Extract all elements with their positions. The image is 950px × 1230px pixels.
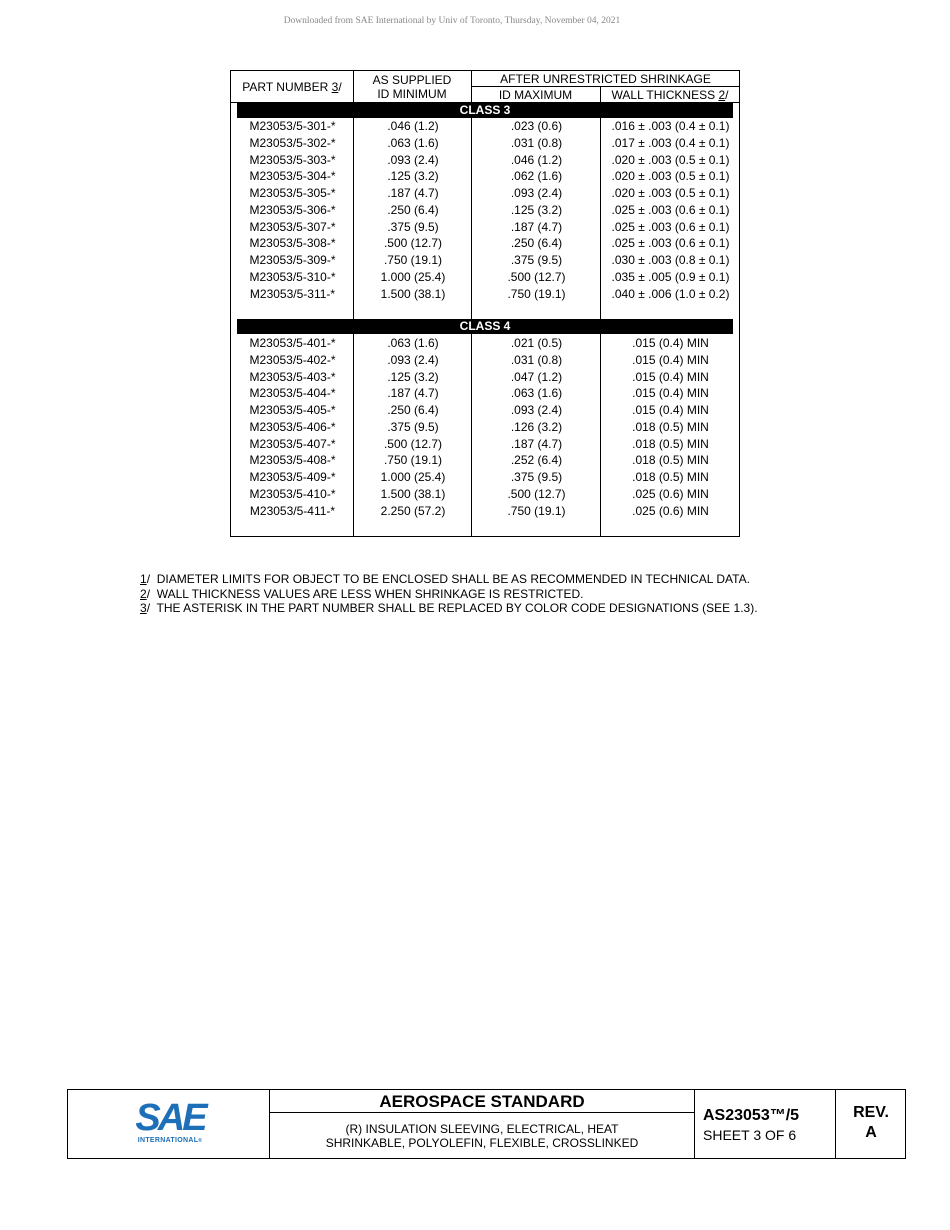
id-maximum-cell: .063 (1.6) (510, 386, 563, 401)
id-maximum-cell: .750 (19.1) (507, 503, 566, 518)
wall-thickness-cell: .015 (0.4) MIN (632, 336, 709, 350)
id-maximum-cell: .031 (0.8) (510, 135, 563, 150)
header-as-supplied-line2: ID MINIMUM (377, 87, 447, 101)
id-minimum-cell: .375 (9.5) (387, 419, 439, 434)
footnotes (140, 572, 758, 616)
id-maximum-cell: .126 (3.2) (510, 419, 563, 434)
wall-thickness-cell: .018 (0.5) MIN (632, 453, 709, 468)
sae-logo-sub: INTERNATIONAL (137, 1137, 199, 1144)
footnote (140, 601, 758, 616)
header-wall-thickness-label: WALL THICKNESS (611, 88, 719, 102)
part-number-cell: M23053/5-310-* (249, 269, 336, 284)
id-maximum-cell: .375 (9.5) (510, 253, 563, 267)
id-maximum-cell: .023 (0.6) (510, 119, 563, 133)
wall-thickness-cell: .015 (0.4) MIN (632, 352, 709, 367)
table-row (231, 503, 739, 520)
header-note-slash: / (725, 88, 729, 102)
wall-thickness-cell: .025 (0.6) MIN (632, 503, 709, 518)
table-row (231, 152, 739, 169)
wall-thickness-cell: .025 ± .003 (0.6 ± 0.1) (611, 202, 730, 217)
part-number-cell: M23053/5-404-* (249, 386, 336, 401)
table-row (231, 352, 739, 369)
wall-thickness-cell: .020 ± .003 (0.5 ± 0.1) (611, 169, 730, 184)
table-row (231, 469, 739, 486)
sae-logo-mark: SAE (135, 1097, 205, 1139)
table-row (231, 219, 739, 236)
table-row (231, 402, 739, 419)
standard-title-rule (270, 1112, 694, 1113)
id-minimum-cell: .375 (9.5) (387, 219, 439, 234)
wall-thickness-cell: .020 ± .003 (0.5 ± 0.1) (611, 186, 730, 200)
download-watermark: Downloaded from SAE International by Univ of Toronto, Thursday, November 04, 2021 (283, 16, 621, 26)
id-maximum-cell: .187 (4.7) (510, 219, 563, 234)
id-maximum-cell: .047 (1.2) (510, 369, 563, 384)
part-number-cell: M23053/5-303-* (249, 152, 336, 167)
id-maximum-cell: .021 (0.5) (510, 336, 563, 350)
wall-thickness-cell: .018 (0.5) MIN (632, 436, 709, 451)
table-row (231, 436, 739, 453)
id-maximum-cell: .093 (2.4) (510, 403, 563, 417)
table-row (231, 335, 739, 352)
wall-thickness-cell: .015 (0.4) MIN (632, 403, 709, 417)
standard-title: AEROSPACE STANDARD (379, 1092, 585, 1111)
id-minimum-cell: .093 (2.4) (387, 152, 439, 167)
header-note-ref: 3 (331, 80, 339, 94)
part-number-cell: M23053/5-306-* (249, 202, 336, 217)
part-number-cell: M23053/5-301-* (249, 119, 336, 133)
part-number-cell: M23053/5-402-* (249, 352, 336, 367)
class-4-rows (231, 335, 739, 519)
wall-thickness-cell: .018 (0.5) MIN (632, 470, 709, 484)
class-4-band: CLASS 4 (237, 319, 733, 334)
id-minimum-cell: .250 (6.4) (387, 202, 439, 217)
sae-logo-text (130, 1137, 210, 1144)
part-number-cell: M23053/5-403-* (249, 369, 336, 384)
id-minimum-cell: .250 (6.4) (387, 403, 439, 417)
part-number-cell: M23053/5-311-* (249, 286, 336, 301)
wall-thickness-cell: .025 ± .003 (0.6 ± 0.1) (611, 219, 730, 234)
part-number-cell: M23053/5-410-* (249, 486, 336, 501)
footnote-text: WALL THICKNESS VALUES ARE LESS WHEN SHRINKAGE IS RESTRICTED. (150, 586, 584, 601)
table-row (231, 369, 739, 386)
id-minimum-cell: .063 (1.6) (387, 336, 439, 350)
part-number-cell: M23053/5-309-* (249, 253, 336, 267)
standard-description-line2: SHRINKABLE, POLYOLEFIN, FLEXIBLE, CROSSLINKED (325, 1136, 639, 1150)
wall-thickness-cell: .015 (0.4) MIN (632, 386, 709, 401)
wall-thickness-cell: .035 ± .005 (0.9 ± 0.1) (611, 269, 730, 284)
wall-thickness-cell: .025 (0.6) MIN (632, 486, 709, 501)
part-number-cell: M23053/5-407-* (249, 436, 336, 451)
part-number-cell: M23053/5-302-* (249, 135, 336, 150)
id-maximum-cell: .750 (19.1) (507, 286, 566, 301)
id-maximum-cell: .093 (2.4) (510, 186, 563, 200)
id-minimum-cell: .063 (1.6) (387, 135, 439, 150)
revision-label: REV. (853, 1104, 889, 1121)
id-minimum-cell: 1.000 (25.4) (380, 269, 446, 284)
id-minimum-cell: 2.250 (57.2) (380, 503, 446, 518)
header-part-number (231, 80, 353, 94)
id-maximum-cell: .187 (4.7) (510, 436, 563, 451)
document-number: AS23053™/5 (703, 1107, 800, 1124)
footnote-text: DIAMETER LIMITS FOR OBJECT TO BE ENCLOSED SHALL BE AS RECOMMENDED IN TECHNICAL DATA. (150, 572, 750, 586)
table-row (231, 252, 739, 269)
id-maximum-cell: .252 (6.4) (510, 453, 563, 468)
id-maximum-cell: .500 (12.7) (507, 269, 566, 284)
table-row (231, 486, 739, 503)
id-minimum-cell: .046 (1.2) (387, 119, 439, 133)
sae-logo-reg: ® (198, 1138, 203, 1144)
footnote (140, 587, 758, 602)
id-minimum-cell: 1.000 (25.4) (380, 470, 446, 484)
title-block (67, 1089, 906, 1159)
footnote-number: 2 (140, 586, 147, 601)
header-id-maximum: ID MAXIMUM (498, 88, 573, 102)
table-row (231, 235, 739, 252)
table-row (231, 185, 739, 202)
wall-thickness-cell: .018 (0.5) MIN (632, 419, 709, 434)
revision-value: A (865, 1124, 877, 1141)
id-minimum-cell: .125 (3.2) (387, 169, 439, 184)
table-row (231, 385, 739, 402)
id-maximum-cell: .375 (9.5) (510, 470, 563, 484)
header-wall-thickness (600, 88, 740, 102)
id-minimum-cell: .187 (4.7) (387, 386, 439, 401)
standard-description-line1: (R) INSULATION SLEEVING, ELECTRICAL, HEAT (345, 1122, 619, 1136)
wall-thickness-cell: .025 ± .003 (0.6 ± 0.1) (611, 236, 730, 251)
id-minimum-cell: .750 (19.1) (383, 453, 443, 468)
class-3-rows (231, 118, 739, 302)
wall-thickness-cell: .040 ± .006 (1.0 ± 0.2) (611, 286, 730, 301)
id-maximum-cell: .125 (3.2) (510, 202, 563, 217)
wall-thickness-cell: .030 ± .003 (0.8 ± 0.1) (611, 253, 730, 267)
part-number-cell: M23053/5-408-* (249, 453, 336, 468)
wall-thickness-cell: .015 (0.4) MIN (632, 369, 709, 384)
class-3-band: CLASS 3 (237, 103, 733, 118)
table-row (231, 202, 739, 219)
id-minimum-cell: .125 (3.2) (387, 369, 439, 384)
id-minimum-cell: .750 (19.1) (383, 253, 443, 267)
header-after-shrinkage: AFTER UNRESTRICTED SHRINKAGE (500, 72, 711, 86)
header-note-slash: / (338, 80, 342, 94)
part-number-cell: M23053/5-304-* (249, 169, 336, 184)
id-maximum-cell: .046 (1.2) (510, 152, 563, 167)
part-number-cell: M23053/5-405-* (249, 403, 336, 417)
standard-description (270, 1122, 694, 1150)
header-note-ref: 2 (718, 88, 726, 102)
table-row (231, 135, 739, 152)
footnote-slash: / (146, 586, 151, 601)
table-row (231, 168, 739, 185)
footnote-text: THE ASTERISK IN THE PART NUMBER SHALL BE REPLACED BY COLOR CODE DESIGNATIONS (SEE 1.3). (150, 601, 758, 615)
id-minimum-cell: .500 (12.7) (383, 436, 443, 451)
table-row (231, 452, 739, 469)
footnote-number: 1 (140, 572, 147, 586)
id-minimum-cell: .500 (12.7) (383, 236, 443, 251)
revision (836, 1103, 906, 1143)
wall-thickness-cell: .016 ± .003 (0.4 ± 0.1) (611, 119, 730, 133)
part-number-cell: M23053/5-401-* (249, 336, 336, 350)
table-row (231, 269, 739, 286)
sheet-number: SHEET 3 OF 6 (703, 1127, 797, 1143)
title-block-divider (694, 1090, 695, 1158)
footnote-slash: / (146, 601, 151, 615)
id-maximum-cell: .500 (12.7) (507, 486, 566, 501)
id-maximum-cell: .031 (0.8) (510, 352, 563, 367)
header-as-supplied (353, 73, 471, 101)
footnote-number: 3 (140, 601, 147, 615)
id-maximum-cell: .062 (1.6) (510, 169, 563, 184)
id-minimum-cell: 1.500 (38.1) (380, 486, 446, 501)
wall-thickness-cell: .017 ± .003 (0.4 ± 0.1) (611, 135, 730, 150)
part-number-cell: M23053/5-409-* (249, 470, 336, 484)
part-number-table (230, 70, 740, 537)
part-number-cell: M23053/5-406-* (249, 419, 336, 434)
table-row (231, 118, 739, 135)
part-number-cell: M23053/5-307-* (249, 219, 336, 234)
part-number-cell: M23053/5-308-* (249, 236, 336, 251)
id-maximum-cell: .250 (6.4) (510, 236, 563, 251)
footnote (140, 572, 758, 587)
wall-thickness-cell: .020 ± .003 (0.5 ± 0.1) (611, 152, 730, 167)
table-row (231, 419, 739, 436)
header-as-supplied-line1: AS SUPPLIED (372, 73, 452, 87)
header-part-number-label: PART NUMBER (242, 80, 332, 94)
table-row (231, 286, 739, 303)
part-number-cell: M23053/5-305-* (249, 186, 336, 200)
part-number-cell: M23053/5-411-* (249, 503, 336, 518)
id-minimum-cell: 1.500 (38.1) (380, 286, 446, 301)
sae-logo (130, 1099, 210, 1147)
footnote-slash: / (146, 572, 151, 586)
id-minimum-cell: .093 (2.4) (387, 352, 439, 367)
id-minimum-cell: .187 (4.7) (387, 186, 439, 200)
